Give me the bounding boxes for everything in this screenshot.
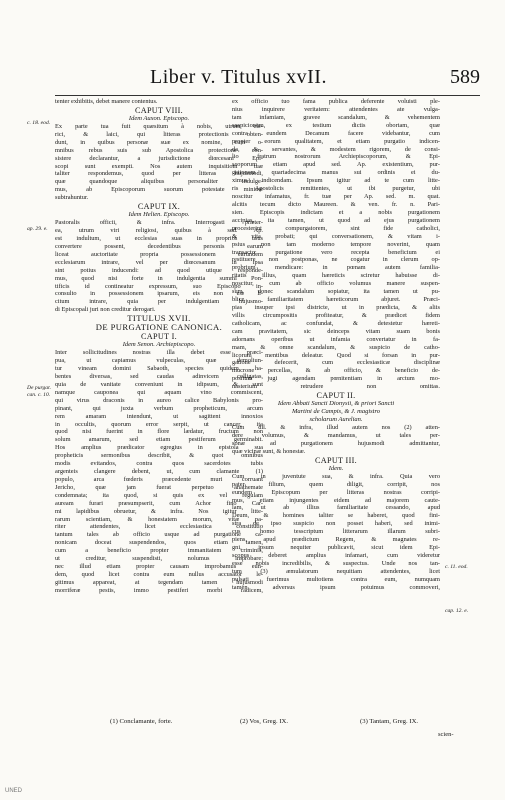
text-line: subtrahuntur.	[55, 194, 89, 202]
text-line: scopi sunt exempti. Nos autem inquisitioni tuæ	[55, 162, 263, 170]
text-line: piens, apud prædictum Regem, & magnates re-	[232, 536, 440, 544]
subtitle-line: Martini de Campis, & J. magistro	[291, 408, 381, 416]
right-column	[232, 98, 440, 592]
text-line: Pastoralis officii, & infra. Interrogasti præter-	[55, 219, 263, 227]
text-line: mus, ab Episcoporum suorum potestate minime	[55, 186, 263, 194]
text-line: gatione defecerit, cum ecclesiasticæ disciplinæ	[232, 359, 440, 367]
footnote: (2) Vos, Greg. IX.	[240, 718, 289, 725]
footnote: (3) Tantam, Greg. IX.	[360, 718, 419, 725]
text-line: nius inquirere veritatem: attendentes ate vulga-	[232, 105, 440, 113]
text-line: consulto in possessionem ipsarum, eis non est li-	[55, 290, 263, 298]
text-line: tur vineam domini Sabaoth, species quidem ha-	[55, 365, 263, 373]
text-line: quæ vicinæ sunt, & honestæ.	[232, 447, 306, 455]
text-line: mus, etiam injungentes eidem ad majorem caute-	[232, 496, 440, 504]
text-line: positum jugi agendam pœnitentiam in arctum mo-	[232, 375, 440, 383]
text-line: qui virus draconis in aureo calice Babylonis pro-	[55, 396, 263, 404]
text-line: riter attendentes, licet ecclesiastica constitutio	[55, 523, 263, 531]
margin-note: c. 11. eod.	[445, 564, 468, 570]
text-line: mucrone percellas, & ab officio, & beneficio de-	[232, 367, 440, 375]
text-line: cam pravitatem, sic deinceps vitam suam bonis	[232, 327, 440, 335]
text-line: mus, quod nisi forte in indulgentia summi Pon-	[55, 274, 263, 282]
text-line: licorum mentibus deleatur. Quod si forsan in pur-	[232, 351, 440, 359]
text-line: noscitur infamatus, fr. tuæ per Ap. sed. m. quat.	[232, 193, 440, 201]
title17-heading: TITULUS XVII.	[127, 313, 191, 324]
subtitle-line: scholarum Aurelian.	[309, 416, 363, 424]
text-line: propter eorum qualitatem, et etiam purgatio indicen-	[232, 137, 440, 145]
text-line: quod nisi fuerint in flore lædatur, fructum non	[55, 428, 263, 436]
cap8-heading: CAPUT VIII.	[134, 105, 184, 115]
text-line: rem amaram intendunt, ut sagittent innoxios	[55, 412, 263, 420]
text-line: accipias, ita tamen, ut quod ad ejus purgationem	[232, 216, 440, 224]
text-line: catholicam, ac confundat, & detestetur hæreti-	[232, 319, 440, 327]
title17-subheading: DE PURGATIONE CANONICA.	[95, 322, 223, 333]
text-line: lam, ut ab illius familiaritate cessando, apud	[232, 504, 440, 512]
text-line: namque cauponea qui aquam vino commiscent,	[55, 388, 263, 396]
text-line: Cum in juventute sua, & infra. Quia vero	[232, 472, 440, 480]
text-line: ex officio tuo fama publica deferente voluisti ple-	[232, 98, 440, 105]
opening-line: tenter exhibitis, debet manere contentus.	[55, 98, 158, 105]
text-line: mam, & omne scandalum, & suspicio de catho-	[232, 343, 440, 351]
text-line: & vita probati; qui conversationem, & vitam i-	[232, 232, 440, 240]
text-line: Cum dil. & infra, illud autem nos (2) atten-	[232, 424, 440, 432]
margin-note: De purgat.	[27, 385, 52, 391]
text-line: ut creditur, suspendisti, nolumus improbare:	[55, 555, 263, 563]
text-line: nasterium retrudere non omittas.	[232, 383, 440, 391]
text-line: lio fratrum nostrorum Archiepiscoporum, & Epi-	[232, 153, 440, 161]
text-line: transacto: purgatione vero recepta beneficium ei	[232, 248, 440, 256]
text-line: sint potius inducendi: ad quod utique responde-	[55, 266, 263, 274]
text-line: tum (3) æmulatorum nequitiam attendentes, licet	[232, 567, 440, 575]
text-line: solum amarum, sed etiam pestiferum germinabit.	[55, 436, 263, 444]
text-line: quæ quandoque aliquibus personaliter indulge-	[55, 178, 263, 186]
text-line: Jericho, quæ jam fuerat perpetuo anathemate	[55, 483, 263, 491]
cap9-heading: CAPUT IX.	[137, 202, 181, 212]
text-line: propheticis sermonibus describit, & quot omnibus	[55, 452, 263, 460]
text-line: scopus deberet amplius infamari, cum videretur	[232, 552, 440, 560]
text-line: scoporum etiam apud sed. Ap. existentium, pur-	[232, 161, 440, 169]
text-line: di Episcopali juri non creditur derogari.	[55, 306, 156, 314]
cap9-subtitle: Idem Helien. Episcopo.	[128, 211, 190, 219]
text-line: da, & servantes, & modestem rigorem, de consi-	[232, 145, 440, 153]
text-line: pulsati fuerimus multotiens contra eum, numquam	[232, 575, 440, 583]
text-line: cum a beneficio propter immanitatem criminis,	[55, 547, 263, 555]
text-line: alcitis tecum dicto Maureen. & ven. fr. n. Pari-	[232, 200, 440, 208]
text-line: rici, & laici, qui litteras protectionis obten-	[55, 130, 263, 138]
text-line: mi lapidibus obruetur, & infra. Nos igitur litte-	[55, 507, 263, 515]
text-line: quia de vanitate conveniunt in idipsum, & sunt	[55, 380, 263, 388]
text-line: Deum, & homines taliter se haberet, quod fini-	[232, 512, 440, 520]
text-line: restituere non postponas, ne cogatur in clerum op-	[232, 256, 440, 264]
page-header	[150, 66, 480, 92]
text-line: rarum scientiam, & honestatem morum, vitæ pa-	[55, 515, 263, 523]
text-line: suspicionem, ex testium dictis obortam, quæ	[232, 121, 440, 129]
text-line: ritatis illius, quam hæreticis sciretur habuisse di-	[232, 272, 440, 280]
text-line: sonæ ad purgationem hujusmodi admittantur,	[232, 439, 440, 447]
running-title: Liber v. Titulus xvII.	[150, 66, 327, 88]
text-line: gitimus appareat, at tegendam tamen hujusmodi	[55, 578, 263, 586]
text-line: condemnata; ita quod, si quis ex vel regulam	[55, 491, 263, 499]
header-rule	[55, 95, 480, 96]
text-line: nec illud etiam propter causam improbamus eun-	[55, 563, 263, 571]
text-line: ximus indicendam. Ipsum igitur ad te cum litte-	[232, 177, 440, 185]
margin-note: cap. 12. e.	[445, 608, 469, 614]
text-line: pater filium, quem diligit, corripit, nos	[232, 480, 440, 488]
margin-note: can. c. 10.	[27, 392, 51, 398]
text-line: citum intrare, quia per indulgentiam hujusmo-	[55, 298, 263, 306]
text-line: Ex parte tua fuit quæsitum à nobis, utrum cle-	[55, 122, 263, 130]
text-line: in occultis, quorum error serpit, ut cancer, ita	[55, 420, 263, 428]
text-line: mnibus rebus suis sub Apostolica protectione con-	[55, 146, 263, 154]
cap2-text	[232, 424, 440, 456]
footnotes	[110, 718, 490, 728]
text-line: ecclesiarum intrare, vel per diœcesanum in ipsa	[55, 258, 263, 266]
margin-note: c. 18. eod.	[27, 120, 51, 126]
cap3-subtitle: Idem.	[328, 464, 344, 472]
text-line: blice familiaritatem hæreticorum abjuret. Præci-	[232, 296, 440, 304]
subtitle-line: Idem Abbati Sancti Dionysii, & priori Sancti	[277, 400, 395, 408]
text-line: sien. Episcopis indictam et a nobis purgationem	[232, 208, 440, 216]
text-line: ris Apostolicis remittentes, ut ibi purgetur, ubi	[232, 185, 440, 193]
text-line: cus homo tesscriptum litterarum illarum subri-	[232, 528, 440, 536]
text-line: bentes diversas, sed caudas adinvicem colligatas,	[55, 372, 263, 380]
text-line: dunt, in quibus personæ suæ ex nomine, cum o-	[55, 138, 263, 146]
text-line: Hos amplius prædicator egregius in epistola sua	[55, 444, 263, 452]
text-line: stra de ipso suspicio non posset haberi, sed inimi-	[232, 520, 440, 528]
text-line: eundem Episcopum per litteras nostras corripi-	[232, 488, 440, 496]
text-line: adornans operibus ut infamia convertatur in fa-	[232, 335, 440, 343]
text-line: noscitur, cum ab officio volumus manere suspen-	[232, 280, 440, 288]
text-line: sum, donec scandalum sopiatur, ita tamen ut pu-	[232, 288, 440, 296]
footnote: (1) Conclamante, forte.	[110, 718, 173, 725]
cap3-heading: CAPUT III.	[315, 455, 357, 465]
cap2-heading: CAPUT II.	[316, 391, 356, 401]
cap3-text	[232, 473, 440, 592]
watermark: UNED	[5, 788, 23, 794]
margin-note: ap. 29. e.	[27, 226, 48, 232]
right-continued-text	[232, 98, 440, 391]
text-line: procesterint compurgatorem, sint fide catholici,	[232, 224, 440, 232]
text-line: tificis id contineatur expressum, suo Episcopo in-	[55, 282, 263, 290]
page-number: 589	[450, 66, 480, 88]
text-line: psius non tam moderno tempore noverint, quam	[232, 240, 440, 248]
text-line: liceat auctoritate propria possessionem earundem	[55, 250, 263, 258]
text-line: populo, arca fœderis præcedente muri corruant	[55, 475, 263, 483]
text-line: dem, quod licet contra eum nullus accusator le-	[55, 571, 263, 579]
text-line: sistere declarantur, a jurisdictione diœcesani Epi-	[55, 154, 263, 162]
text-line: probrium mendicare: in pœnam autem familia-	[232, 264, 440, 272]
text-line: pua, ut capiamus vulpeculas, quæ demoliun-	[55, 357, 263, 365]
text-line: pias insuper ipsi districte, ut in prædicta, & aliis	[232, 303, 440, 311]
text-line: gni, ipsum nequiter publicavit, sicut idem Epi-	[232, 544, 440, 552]
title17-cap1-subtitle: Idem Senon. Archiepiscopo.	[122, 341, 196, 349]
title17-cap1-heading: CAPUT I.	[141, 332, 177, 342]
text-line: Inter sollicitudines nostras illa debet esse præci-	[55, 349, 263, 357]
text-line: dere volumus, & mandamus, ut tales per-	[232, 432, 440, 440]
text-line: tam infamiam, gravee scandalum, & vehementem	[232, 113, 440, 121]
text-line: modis evitandos, contra quos sacerdotes tubis	[55, 460, 263, 468]
text-line: pinant, qui juxta verbum propheticum, arcum	[55, 404, 263, 412]
text-line: villis circumpositis profiteatur, & prædicet fidem	[232, 311, 440, 319]
text-line: nonicam doceat suspendendos, quos etiam tamen,	[55, 539, 263, 547]
text-line: gationem quartadecima manus sui ordinis ei du-	[232, 169, 440, 177]
text-line: contra eundem Decanum facere videbantur, cum	[232, 129, 440, 137]
text-line: argenteis clangere debent, ut, cum clamante (1)	[55, 468, 263, 476]
text-line: convertere possent, decedentibus personis earum	[55, 242, 263, 250]
text-line: auream furari præsumpserit, cum Achor fino Car-	[55, 499, 263, 507]
text-line: morriferæ pestis, immo pestiferi morbi radicem,	[55, 586, 263, 594]
text-line: taliter respondemus, quod per litteras hujusmodi,	[55, 170, 263, 178]
text-line: esse nobis incredibilis, & suspectus. Unde nos tan-	[232, 559, 440, 567]
catchword: scien-	[438, 731, 454, 738]
cap8-subtitle: Idem Auxon. Episcopo.	[128, 114, 190, 122]
text-line: est indultum, ut ecclesias suas in proprios usus	[55, 234, 263, 242]
cap2-subtitle	[232, 400, 440, 424]
text-line: tantum tales ab officio usque ad purgatione ca-	[55, 531, 263, 539]
text-line: ea, utrum viri religiosi, quibus à sed. Ap.	[55, 227, 263, 235]
text-line: tamen adversus ipsum potuimus commoveri,	[232, 583, 440, 591]
